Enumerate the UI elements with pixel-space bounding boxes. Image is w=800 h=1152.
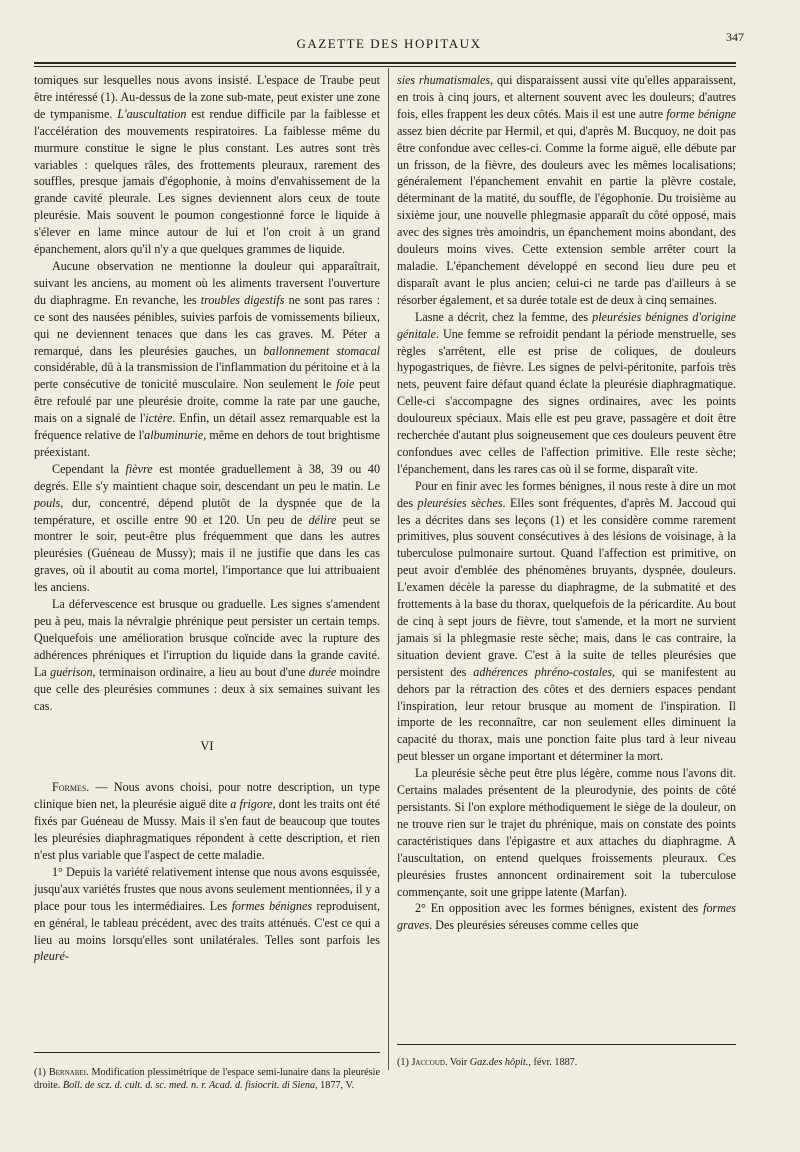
left-column <box>34 72 380 965</box>
paragraph: Cependant la fièvre est montée graduellement à 38, 39 ou 40 degrés. Elle s'y maintient chaque soir, descendant un peu le matin. Le pouls, dur, concentré, dépend plutôt de la dyspnée que de la température, et oscille entre 90 et 120. Un peu de délire peut se montrer le soir, peut-être plus fréquemment que dans les autres pleurésies (Guéneau de Mussy); mais il ne justifie que dans les cas graves, où il aboutit au coma mortel, l'importance que lui attribuaient les anciens. <box>34 461 380 595</box>
paragraph: tomiques sur lesquelles nous avons insisté. L'espace de Traube peut être intéressé (1). Au-dessus de la zone sub-mate, peut exister une zone de tympanisme. L'auscultation est rendue difficile par la faiblesse et l'accélération des mouvements respiratoires. La faiblesse même du murmure constitue le signe le plus constant. Les autres sont très variables : quelques râles, des frottements pleuraux, rarement des souffles, presque jamais d'égophonie, à moins d'envahissement de la grande cavité pleurale. Les signes deviennent alors ceux de toute pleurésie. Mais souvent le poumon congestionné force le liquide à s'élever en lame mince autour de lui et l'on croit à un grand épanchement, alors qu'il n'y a que quelques grammes de liquide. <box>34 73 380 257</box>
footnote-rule <box>34 1052 380 1053</box>
paragraph: La pleurésie sèche peut être plus légère, comme nous l'avons dit. Certains malades présentent de la pleurodynie, des points de côté persistants. Si l'on explore méthodiquement le siège de la douleur, on ne trouve rien sur le trajet du phrénique, mais on constate des points caractéristiques dans l'épigastre et aux attaches du diaphragme. A l'auscultation, on entend quelques froissements pleuraux. Ces pleurésies frustes annoncent ordinairement soit la tuberculose commençante, soit une grippe latente (Marfan). <box>397 766 736 899</box>
journal-title: GAZETTE DES HOPITAUX <box>296 36 482 51</box>
paragraph: Lasne a décrit, chez la femme, des pleurésies bénignes d'origine génitale. Une femme se refroidit pendant la période menstruelle, ses règles s'arrêtent, elle est prise de coliques, de douleurs hypogastriques, de fièvre. Les signes de pelvi-péritonite, parfois très nets, peuvent faire défaut quand éclate la pleurésie diaphragmatique. Celle-ci s'accompagne des signes ordinaires, avec les points douloureux spéciaux. Mais elle est peu grave, passagère et doit être recherchée d'autant plus soigneusement que ces douleurs peuvent être confondues avec celles de l'affection primitive. Elle reste sèche; l'épanchement, dans les rares cas où il se forme, disparaît vite. <box>397 309 736 476</box>
page-header <box>34 30 744 60</box>
paragraph: Aucune observation ne mentionne la douleur qui apparaîtrait, suivant les anciens, au moment où les aliments traversent l'ouverture du diaphragme. En revanche, les troubles digestifs ne sont pas rares : ce sont des nausées pénibles, suivies parfois de vomissements bilieux, qui ne deviennent tenaces que dans les cas graves. M. Péter a remarqué, dans les pleurésies gauches, un ballonnement stomacal considérable, dû à la transmission de l'inflammation du péritoine et à la perte consécutive de tonicité musculaire. Non seulement le foie peut être refoulé par une pleurésie droite, comme la rate par une gauche, mais on a signalé de l'ictère. Enfin, un détail assez remarquable est la fréquence relative de l'albuminurie, même en dehors de tout brightisme préexistant. <box>34 258 381 459</box>
paragraph: 1° Depuis la variété relativement intense que nous avons esquissée, jusqu'aux variétés frustes que nous avons seulement mentionnées, il y a place pour tous les intermédiaires. Les formes bénignes reproduisent, en général, le tableau précédent, avec des traits atténués. C'est ce qui a lieu au moins lorsqu'elles sont unilatérales. Telles sont parfois les pleuré- <box>34 864 380 964</box>
page-number: 347 <box>726 30 744 44</box>
footnote: (1) Bernabei. Modification plessimétrique de l'espace semi-lunaire dans la pleurésie droite. Boll. de scz. d. cult. d. sc. med. n. r. Acad. d. fisiocrit. di Siena, 1877, V. <box>34 1067 380 1091</box>
footnote: (1) Jaccoud. Voir Gaz.des hôpit., févr. 1887. <box>397 1057 578 1068</box>
header-rule-thin <box>34 66 736 67</box>
paragraph: Pour en finir avec les formes bénignes, il nous reste à dire un mot des pleurésies sèches. Elles sont fréquentes, d'après M. Jaccoud qui les a décrites dans ses leçons (1) et les considère comme rarement primitives, plus souvent consécutives à des lésions de voisinage, à la tuberculose pulmonaire surtout. Quand l'affection est primitive, on peut avoir d'emblée des phénomènes bruyants, dyspnée, douleurs. L'examen décèle la paresse du diaphragme, de la submatité et des frottements à la base du thorax, quelquefois de la péricardite. Au bout de cinq à sept jours de fièvre, tout s'amende, et la mort ne survient jamais si la phlegmasie reste sèche; mais, dans le cas contraire, la situation devient grave. C'est à la suite de telles pleurésies que persistent des adhérences phréno-costales, qui se manifestent au dehors par la rétraction des côtes et des derniers espaces pendant l'inspiration, leur retour brusque au moment de l'inspiration. Il importe de les reconnaître, car non seulement elles diminuent la capacité du thorax, mais une ponction faite plus tard à leur niveau peut blesser un organe important et déterminer la mort. <box>397 478 736 764</box>
paragraph: Formes. — Nous avons choisi, pour notre description, un type clinique bien net, la pleurésie aiguë dite a frigore, dont les traits ont été fixés par Guéneau de Mussy. Mais il s'en faut de beaucoup que toutes les pleurésies diaphragmatiques répondent à cette description, et rien n'est plus variable que l'aspect de cette maladie. <box>34 780 380 862</box>
header-rule <box>34 62 736 64</box>
paragraph: La défervescence est brusque ou graduelle. Les signes s'amendent peu à peu, mais la névralgie phrénique peut persister un certain temps. Quelquefois une amélioration brusque coïncide avec la rupture des adhérences phréniques et l'irruption du liquide dans la grande cavité. La guérison, terminaison ordinaire, a lieu au bout d'une durée moindre que celle des pleurésies communes : deux à six semaines suivant les cas. <box>34 597 380 713</box>
section-heading: VI <box>200 739 214 754</box>
footnote-rule <box>397 1044 736 1045</box>
paragraph: sies rhumatismales, qui disparaissent aussi vite qu'elles apparaissent, en trois à cinq jours, et alternent souvent avec les douleurs; d'autres fois, elles frappent les deux côtés. Mais il est une autre forme bénigne assez bien décrite par Hermil, et qui, d'après M. Bucquoy, ne doit pas être confondue avec celles-ci. Comme la forme aiguë, elle débute par un frisson, de la fièvre, des douleurs avec les mêmes localisations; généralement l'épanchement envahit en partie la plèvre costale, déterminant de la matité, du souffle, de l'égophonie. Du troisième au sixième jour, une nouvelle phlegmasie apparaît du côté opposé, mais avec des signes très amoindris, un épanchement moins abondant, des douleurs moins vives. Cette extension semble arrêter court la maladie. L'épanchement développé en second lieu dure peu et disparaît avant le plus ancien; celui-ci ne tarde pas d'ailleurs à se résorber également, et sa durée totale est de deux à cinq semaines. <box>397 73 736 307</box>
right-column <box>397 72 736 934</box>
column-divider <box>388 68 389 1070</box>
paragraph: 2° En opposition avec les formes bénignes, existent des formes graves. Des pleurésies séreuses comme celles que <box>397 901 736 933</box>
